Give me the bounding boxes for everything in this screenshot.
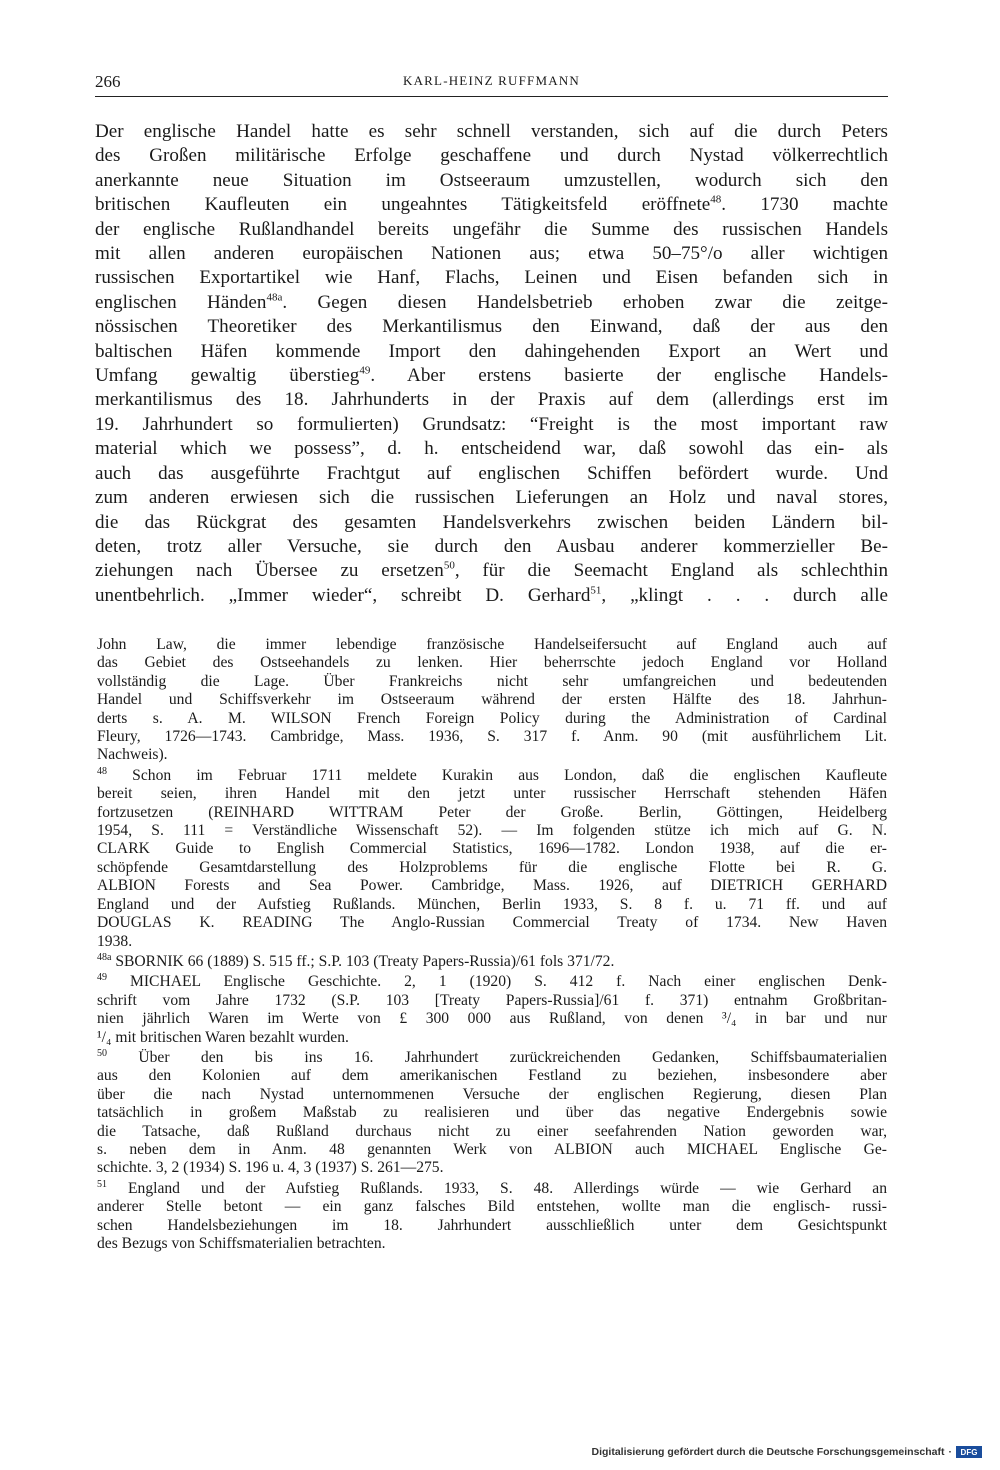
footnote-number: 49 — [97, 972, 107, 984]
main-text — [95, 120, 888, 608]
dfg-logo-icon: DFG — [956, 1446, 982, 1458]
digitization-credit — [592, 1446, 982, 1458]
credit-text: Digitalisierung gefördert durch die Deutsche Forschungsgemeinschaft — [591, 1446, 945, 1458]
footnote-line: CLARK Guide to English Commercial Statistics, 1696—1782. London 1938, auf die er- — [97, 840, 887, 858]
footnote-number: 48 — [97, 765, 107, 777]
footnote-line — [97, 973, 887, 991]
footnote-line: die Tatsache, daß Rußland durchaus nicht zu einer seefahrenden Nation geworden war, — [97, 1122, 887, 1140]
text-segment: ziehungen nach Übersee zu ersetzen — [95, 560, 444, 582]
footnote-line: vollständig die Lage. Über Frankreichs nicht sehr umfangreichen und bedeutenden — [97, 672, 887, 690]
text-segment: . Gegen diesen Handelsbetrieb erhoben zwar die zeitge- — [282, 291, 888, 313]
footnote-line: schen Handelsbeziehungen im 18. Jahrhundert ausschließlich unter dem Gesichtspunkt — [97, 1216, 887, 1234]
text-line: mit allen anderen europäischen Nationen aus; etwa 50–75°/o aller wichtigen — [95, 243, 888, 265]
text-segment: Schon im Februar 1711 meldete Kurakin aus London, daß die englischen Kaufleute — [107, 766, 887, 784]
text-segment: Umfang gewaltig überstieg — [95, 365, 360, 387]
footnote-line: Handel und Schiffsverkehr im Ostseeraum während der ersten Hälfte des 18. Jahrhun- — [97, 691, 887, 709]
text-line: Der englische Handel hatte es sehr schnell verstanden, sich auf die durch Peters — [95, 121, 888, 142]
text-line — [95, 364, 888, 388]
credit-separator: · — [948, 1446, 952, 1458]
footnote-line: derts s. A. M. WILSON French Foreign Policy during the Administration of Cardinal — [97, 709, 887, 727]
text-line: die das Rückgrat des gesamten Handelsverkehrs zwischen beiden Ländern bil- — [95, 511, 888, 533]
text-line: des Großen militärische Erfolge geschaffene und durch Nystad völkerrechtlich — [95, 145, 888, 167]
footnote-line: aus den Kolonien auf dem amerikanischen Festland zu beziehen, insbesondere aber — [97, 1067, 887, 1085]
footnote-line: England und der Aufstieg Rußlands. München, Berlin 1933, S. 8 f. u. 71 ff. und auf — [97, 895, 887, 913]
footnote-line: schrift vom Jahre 1732 (S.P. 103 [Treaty Papers-Russia]/61 f. 371) entnahm Großbritan- — [97, 991, 887, 1009]
footnote-line: über die nach Nystad unternommenen Versuche der englischen Regierung, diesen Plan — [97, 1085, 887, 1103]
footnote-48 — [97, 767, 887, 951]
text-line: deten, trotz aller Versuche, sie durch den Ausbau anderer kommerzieller Be- — [95, 535, 888, 557]
footnote-ref: 48 — [710, 193, 722, 206]
text-segment: , für die Seemacht England als schlechthin — [454, 560, 888, 582]
footnote-48a — [97, 953, 887, 971]
text-line: 19. Jahrhundert so formulierten) Grundsatz: “Freight is the most important raw — [95, 413, 888, 435]
footnote-line: 1938. — [97, 932, 133, 950]
footnote-line: tatsächlich in großem Maßstab zu realisieren und über das negative Endergebnis sowie — [97, 1104, 887, 1122]
text-line — [95, 193, 888, 217]
footnote-ref: 50 — [443, 559, 455, 572]
text-line: baltischen Häfen kommende Import den dahingehenden Export an Wert und — [95, 340, 888, 362]
footnote-49 — [97, 973, 887, 1047]
footnotes — [97, 636, 887, 1255]
text-segment: englischen Händen — [95, 291, 267, 313]
text-segment: SBORNIK 66 (1889) S. 515 ff.; S.P. 103 (Treaty Papers-Russia)/61 fols 371/72. — [111, 952, 615, 970]
footnote-ref: 51 — [590, 584, 602, 597]
footnote-line: schöpfende Gesamtdarstellung des Holzproblems für die englische Flotte bei R. G. — [97, 858, 887, 876]
footnote-line: bereit seien, ihren Handel mit den jetzt unter russischer Herrschaft stehenden Häfen — [97, 785, 887, 803]
text-segment: . Aber erstens basierte der englische Handels- — [370, 365, 888, 387]
footnote-line: John Law, die immer lebendige französische Handelseifersucht auf England auch auf — [97, 636, 887, 653]
footnote-ref: 48a — [266, 291, 283, 304]
footnote-continued — [97, 636, 887, 765]
footnote-line: DOUGLAS K. READING The Anglo-Russian Commercial Treaty of 1734. New Haven — [97, 914, 887, 932]
text-segment: MICHAEL Englische Geschichte. 2, 1 (1920) S. 412 f. Nach einer englischen Denk- — [107, 973, 887, 991]
text-line: nössischen Theoretiker des Merkantilismus den Einwand, daß der aus den — [95, 316, 888, 338]
footnote-line: das Gebiet des Ostseehandels zu lenken. Hier beherrschte jedoch England vor Holland — [97, 654, 887, 672]
footnote-line: Nachweis). — [97, 746, 168, 764]
footnote-ref: 49 — [359, 364, 371, 377]
footnote-number: 48a — [97, 951, 112, 963]
footnote-line — [97, 1049, 887, 1067]
text-line — [95, 291, 888, 315]
footnote-line: ¹/₄ mit britischen Waren bezahlt wurden. — [97, 1028, 349, 1046]
footnote-line: ALBION Forests and Sea Power. Cambridge, Mass. 1926, auf DIETRICH GERHARD — [97, 877, 887, 895]
text-line: anerkannte neue Situation im Ostseeraum umzustellen, wodurch sich den — [95, 169, 888, 191]
footnote-line: Fleury, 1726—1743. Cambridge, Mass. 1936, S. 317 f. Anm. 90 (mit ausführlichem Lit. — [97, 728, 887, 746]
footnote-number: 50 — [97, 1047, 107, 1059]
text-segment: , „klingt . . . durch alle — [601, 584, 888, 606]
page-number: 266 — [95, 72, 121, 91]
text-line: der englische Rußlandhandel bereits ungefähr die Summe des russischen Handels — [95, 218, 888, 240]
text-line: russischen Exportartikel wie Hanf, Flachs, Leinen und Eisen befanden sich in — [95, 267, 888, 289]
text-line: auch das ausgeführte Frachtgut auf englischen Schiffen befördert wurde. Und — [95, 462, 888, 484]
footnote-line: 1954, S. 111 = Verständliche Wissenschaft 52). — Im folgenden stütze ich mich auf G. N. — [97, 822, 887, 840]
text-segment: . 1730 machte — [721, 194, 889, 216]
text-line: zum anderen erwiesen sich die russischen Lieferungen an Holz und naval stores, — [95, 487, 888, 509]
footnote-line: des Bezugs von Schiffsmaterialien betrachten. — [97, 1235, 386, 1252]
footnote-line — [97, 767, 887, 785]
footnote-50 — [97, 1049, 887, 1178]
footnote-line — [97, 1180, 887, 1198]
page-header — [95, 70, 888, 97]
text-line: material which we possess”, d. h. entscheidend war, daß sowohl das ein- als — [95, 438, 888, 460]
footnote-line: fortzusetzen (REINHARD WITTRAM Peter der Große. Berlin, Göttingen, Heidelberg — [97, 803, 887, 821]
footnote-number: 51 — [97, 1178, 107, 1190]
text-line — [95, 584, 888, 608]
footnote-51 — [97, 1180, 887, 1254]
footnote-line — [97, 953, 887, 971]
text-segment: England und der Aufstieg Rußlands. 1933, S. 48. Allerdings würde — wie Gerhard an — [107, 1179, 887, 1197]
text-line — [95, 559, 888, 583]
text-segment: unentbehrlich. „Immer wieder“, schreibt D. Gerhard — [95, 584, 591, 606]
footnote-line: s. neben dem in Anm. 48 genannten Werk von ALBION auch MICHAEL Englische Ge- — [97, 1140, 887, 1158]
footnote-line: schichte. 3, 2 (1934) S. 196 u. 4, 3 (1937) S. 261—275. — [97, 1159, 444, 1177]
running-head: KARL-HEINZ RUFFMANN — [403, 73, 580, 88]
text-segment: Über den bis ins 16. Jahrhundert zurückreichenden Gedanken, Schiffsbaumaterialien — [107, 1048, 887, 1066]
text-segment: britischen Kaufleuten ein ungeahntes Tätigkeitsfeld eröffnete — [95, 194, 711, 216]
footnote-line: anderer Stelle betont — ein ganz falsches Bild entstehen, wollte man die englisch- russi- — [97, 1198, 887, 1216]
footnote-line: nien jährlich Waren im Werte von £ 300 000 aus Rußland, von denen ³/₄ in bar und nur — [97, 1010, 887, 1028]
text-line: merkantilismus des 18. Jahrhunderts in der Praxis auf dem (allerdings erst im — [95, 389, 888, 411]
